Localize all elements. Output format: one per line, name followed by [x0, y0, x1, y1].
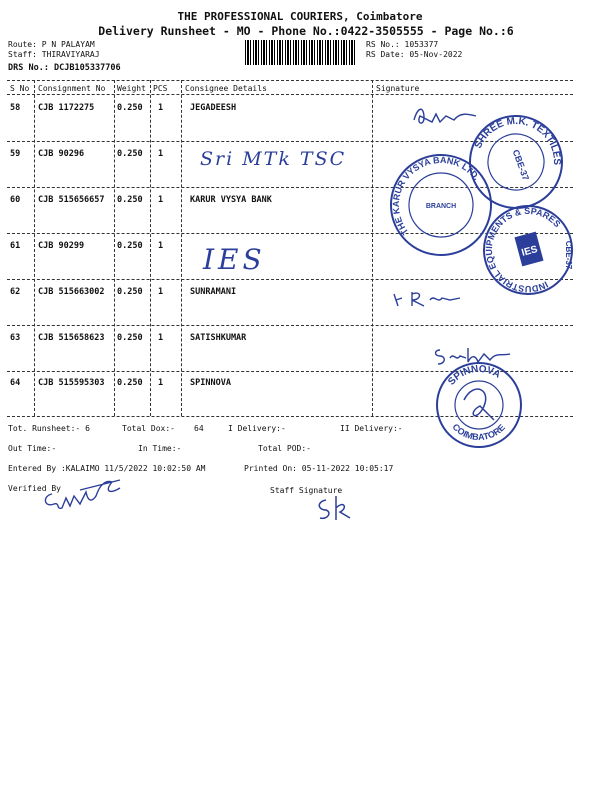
row-consignment: CJB 515663002	[38, 287, 105, 297]
row-consignment: CJB 90299	[38, 241, 85, 251]
route: Route: P N PALAYAM	[8, 40, 95, 49]
second-delivery: II Delivery:-	[340, 424, 403, 433]
ies-stamp-ring: INDUSTRIAL EQUIPMENTS & SPARES	[483, 205, 563, 295]
spinnova-stamp-bottom: COIMBATORE	[450, 421, 507, 443]
spinnova-stamp	[434, 360, 524, 450]
row-sno: 58	[10, 103, 21, 113]
col-header-consignment: Consignment No	[38, 84, 106, 93]
ies-stamp	[478, 200, 578, 300]
rs-date: RS Date: 05-Nov-2022	[366, 50, 463, 59]
row-weight: 0.250	[117, 287, 143, 297]
row-consignment: CJB 515658623	[38, 333, 105, 343]
runsheet-subtitle: Delivery Runsheet - MO - Phone No.:0422-3505555 - Page No.:6	[98, 24, 514, 38]
first-delivery: I Delivery:-	[228, 424, 286, 433]
svg-text:SPINNOVA	[446, 364, 502, 388]
bank-stamp-center: BRANCH	[425, 203, 457, 210]
row-consignment: CJB 1172275	[38, 103, 95, 113]
svg-text:COIMBATORE	[451, 422, 507, 442]
row-consignee: SUNRAMANI	[190, 287, 237, 297]
staff-signature-scribble	[310, 492, 360, 526]
signature-scribble	[390, 286, 470, 310]
barcode	[245, 40, 357, 65]
verified-by: Verified By	[8, 484, 61, 493]
row-consignment: CJB 515656657	[38, 195, 105, 205]
drs-number: DRS No.: DCJB105337706	[8, 63, 121, 73]
row-sno: 59	[10, 149, 21, 159]
row-sno: 64	[10, 378, 21, 388]
total-dox-label: Total Dox:-	[122, 424, 175, 433]
col-divider	[372, 80, 373, 416]
col-header-weight: Weight	[117, 84, 146, 93]
row-weight: 0.250	[117, 333, 143, 343]
in-time: In Time:-	[138, 444, 182, 453]
textiles-stamp-center: CBE-37	[510, 148, 531, 182]
col-divider	[150, 80, 151, 416]
col-header-sno: S No	[10, 84, 30, 93]
row-consignment: CJB 90296	[38, 149, 85, 159]
row-weight: 0.250	[117, 103, 143, 113]
row-sno: 61	[10, 241, 21, 251]
row-pcs: 1	[158, 149, 164, 159]
row-weight: 0.250	[117, 195, 143, 205]
entered-by: Entered By :KALAIMO 11/5/2022 10:02:50 AM	[8, 464, 206, 473]
table-header-rule	[7, 94, 573, 95]
bank-stamp-ring: THE KARUR VYSYA BANK LTD.	[390, 154, 482, 237]
table-top-rule	[7, 80, 573, 81]
verified-signature	[40, 474, 130, 514]
printed-on: Printed On: 05-11-2022 10:05:17	[244, 464, 394, 473]
row-sno: 62	[10, 287, 21, 297]
total-dox-value: 64	[194, 424, 204, 433]
row-pcs: 1	[158, 241, 164, 251]
row-consignee-handwritten: IES	[203, 243, 266, 276]
row-sno: 63	[10, 333, 21, 343]
row-pcs: 1	[158, 333, 164, 343]
total-runsheet: Tot. Runsheet:- 6	[8, 424, 90, 433]
spinnova-stamp-top: SPINNOVA	[446, 363, 503, 388]
col-divider	[181, 80, 182, 416]
row-divider	[7, 325, 573, 326]
row-consignee: SPINNOVA	[190, 378, 231, 388]
col-divider	[114, 80, 115, 416]
row-pcs: 1	[158, 195, 164, 205]
row-pcs: 1	[158, 287, 164, 297]
col-header-consignee: Consignee Details	[185, 84, 267, 93]
col-header-signature: Signature	[376, 84, 420, 93]
total-pod: Total POD:-	[258, 444, 311, 453]
row-pcs: 1	[158, 378, 164, 388]
row-weight: 0.250	[117, 378, 143, 388]
row-pcs: 1	[158, 103, 164, 113]
textiles-stamp-ring: SHREE M.K. TEXTILES	[472, 115, 563, 166]
col-divider	[34, 80, 35, 416]
col-header-pcs: PCS	[153, 84, 168, 93]
row-consignee: SATISHKUMAR	[190, 333, 247, 343]
out-time: Out Time:-	[8, 444, 57, 453]
row-sno: 60	[10, 195, 21, 205]
row-consignee-handwritten: Sri MTk TSC	[200, 148, 347, 170]
staff-signature-label: Staff Signature	[270, 486, 343, 495]
textiles-stamp	[466, 112, 566, 212]
row-consignment: CJB 515595303	[38, 378, 105, 388]
staff: Staff: THIRAVIYARAJ	[8, 50, 100, 59]
company-title: THE PROFESSIONAL COURIERS, Coimbatore	[177, 10, 423, 23]
row-consignee: KARUR VYSYA BANK	[190, 195, 272, 205]
ies-stamp-center: IES	[520, 244, 539, 259]
rs-number: RS No.: 1053377	[366, 40, 439, 49]
row-consignee: JEGADEESH	[190, 103, 237, 113]
ies-stamp-side: CBE-37	[564, 240, 573, 270]
row-weight: 0.250	[117, 241, 143, 251]
row-weight: 0.250	[117, 149, 143, 159]
